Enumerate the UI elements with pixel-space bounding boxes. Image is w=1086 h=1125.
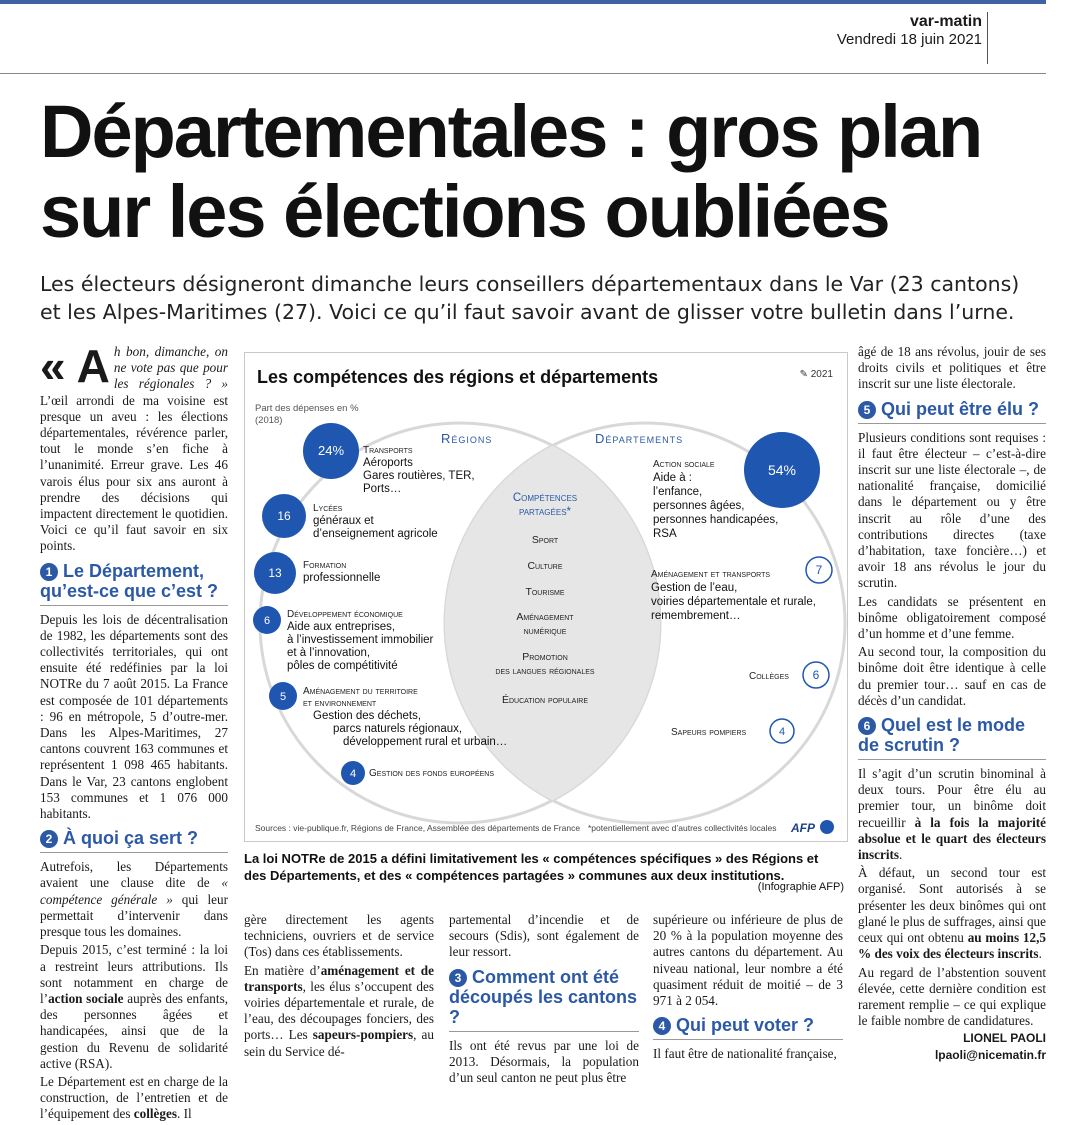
departement-item-title: Sapeurs pompiers <box>671 727 747 738</box>
shared-title-1: Compétences <box>512 492 578 504</box>
shared-title-2: partagées* <box>518 506 572 518</box>
section-5-title: Qui peut être élu ? <box>881 398 1040 419</box>
departement-item-line: voiries départementale et rurale, <box>651 596 816 608</box>
shared-competence-item: Aménagement <box>516 611 574 623</box>
afp-logo-icon <box>820 820 834 834</box>
departement-value: 54% <box>767 462 797 478</box>
region-item-line: Gares routières, TER, <box>363 470 475 482</box>
departement-item-line: Gestion de l’eau, <box>651 582 738 594</box>
column-4 <box>653 912 843 1064</box>
region-item-line: Ports… <box>363 483 402 495</box>
section-4-title: Qui peut voter ? <box>676 1015 815 1036</box>
section-2-title: À quoi ça sert ? <box>63 828 199 849</box>
region-item-title: et environnement <box>303 698 377 709</box>
region-value: 24% <box>317 443 345 458</box>
departement-item-line: RSA <box>653 528 677 540</box>
section-2-paragraph-6: partemental d’incendie et de secours (Sdis), sont également de leur ressort. <box>449 912 639 960</box>
section-1-heading <box>40 561 228 606</box>
shared-competence-item: Sport <box>531 534 559 546</box>
region-item-title: Transports <box>363 445 413 456</box>
section-2-paragraph-5: En matière d’aménagement et de transports, les élus s’occupent des voiries départementale et rurale, de l’eau, des découpages fonciers, des ports… Les sapeurs-pompiers, au sein du Service dé- <box>244 962 434 1059</box>
region-item-line: pôles de compétitivité <box>287 660 398 672</box>
headline-line-1: Départementales : gros plan <box>40 90 982 173</box>
departement-item-line: personnes âgées, <box>653 500 745 512</box>
headline <box>40 92 1050 252</box>
infographic-title: Les compétences des régions et départements <box>257 367 659 387</box>
legend-label: Part des dépenses en % <box>255 403 359 414</box>
column-2 <box>244 912 434 1062</box>
section-4-paragraph-1: Il faut être de nationalité française, <box>653 1046 837 1062</box>
section-5-paragraph-2: Les candidats se présentent en binôme obligatoirement composé d’un homme et d’une femme. <box>858 593 1046 642</box>
shared-competence-item: numérique <box>523 625 567 637</box>
author-email: lpaoli@nicematin.fr <box>934 1048 1046 1062</box>
section-1-number: 1 <box>40 563 58 581</box>
region-item-line: Aide aux entreprises, <box>287 621 396 633</box>
top-color-bar <box>0 0 1046 4</box>
shared-competence-item: Éducation populaire <box>501 694 589 706</box>
section-5-paragraph-3: Au second tour, la composition du binôme doit être identique à celle du premier tour… sauf en cas de décès d’un candidat. <box>858 644 1046 708</box>
infographic-caption: La loi NOTRe de 2015 a défini limitativement les « compétences spécifiques » des Régions et des Départements, et des « compétences partagées » communes aux deux institutions. <box>244 851 819 883</box>
section-5-heading <box>858 399 1046 424</box>
section-1-title: Le Département, qu’est-ce que c’est ? <box>40 560 219 601</box>
section-3-heading <box>449 967 639 1032</box>
section-5-paragraph-1: Plusieurs conditions sont requises : il faut être électeur – c’est-à-dire inscrit sur une liste électorale –, de nationalité française, domicilié dans le département ou y être inscrit au rôle d’une des contributions directes (taxe d’habitation, taxe foncière…) et avoir 18 ans révolus le jour du scrutin. <box>858 429 1046 591</box>
departement-item-title: Action sociale <box>653 459 715 470</box>
shared-competence-item: Promotion <box>522 651 568 663</box>
section-6-paragraph-3: Au regard de l’abstention souvent élevée, cette dernière condition est rarement remplie – ce qui explique le faible nombre de candidatures. <box>858 964 1046 1029</box>
section-2-paragraph-2: Depuis 2015, c’est terminé : la loi a restreint leurs attributions. Ils sont notamment en charge de l’action sociale auprès des enfants, des personnes âgées et handicapées, ainsi que de la gestion du Revenu de solidarité active (RSA). <box>40 942 228 1071</box>
section-2-paragraph-3: Le Département est en charge de la construction, de l’entretien et de l’équipement des collèges. Il <box>40 1073 228 1122</box>
newspaper-name: var-matin <box>909 13 982 30</box>
intro-paragraph <box>40 340 228 555</box>
region-item-title: Formation <box>303 560 347 571</box>
section-2-number: 2 <box>40 830 58 848</box>
region-item-line: généraux et <box>313 515 374 527</box>
column-3 <box>449 912 639 1088</box>
departement-item-line: remembrement… <box>651 610 741 622</box>
region-value: 6 <box>263 615 271 627</box>
region-value: 13 <box>268 566 282 580</box>
intro-quote: h bon, dimanche, on ne vote pas que pour les régionales ? » <box>113 344 228 392</box>
section-6-number: 6 <box>858 717 876 735</box>
departement-value: 4 <box>778 726 786 738</box>
region-item-title: Développement économique <box>287 609 403 620</box>
section-2-paragraph-4: gère directement les agents techniciens, ouvriers et de service (Tos) dans ces établissements. <box>244 912 434 960</box>
region-item-line: développement rural et urbain… <box>343 736 508 748</box>
region-item-line: Aéroports <box>363 457 413 469</box>
departement-item-line: personnes handicapées, <box>653 514 779 526</box>
afp-logo-text: AFP <box>791 821 815 835</box>
infographic-credit: (Infographie AFP) <box>757 881 844 893</box>
departement-item-title: Collèges <box>749 671 789 682</box>
section-5-number: 5 <box>858 401 876 419</box>
section-6-title: Quel est le mode de scrutin ? <box>858 715 1026 756</box>
infographic-year-badge: ✎ 2021 <box>799 369 833 380</box>
section-3-paragraph-1: Ils ont été revus par une loi de 2013. Désormais, la population d’un seul canton ne peut plus être <box>449 1037 639 1086</box>
section-3-number: 3 <box>449 969 467 987</box>
region-item-line: à l’investissement immobilier <box>287 634 434 646</box>
section-6-paragraph-1: Il s’agit d’un scrutin binominal à deux tours. Pour être élu au premier tour, un binôme doit recueillir à la fois la majorité absolue et le quart des électeurs inscrits. <box>858 766 1047 863</box>
section-2-heading <box>40 828 228 853</box>
departement-value: 7 <box>815 563 823 577</box>
shared-competence-item: Culture <box>527 560 563 572</box>
section-1-body: Depuis les lois de décentralisation de 1982, les départements sont des collectivités territoriales, qui ont ensuite été redéfinies par la loi NOTRe du 7 août 2015. La France est composée de 101 départements : 96 en métropole, 5 d’outre-mer. Dans les Alpes-Maritimes, 27 cantons couvrent 163 communes et représentent 1 098 465 habitants. Dans le Var, 23 cantons englobent 153 communes et 1 076 000 habitants. <box>40 611 228 822</box>
region-value: 5 <box>279 691 287 703</box>
shared-competence-item: des langues régionales <box>495 665 595 677</box>
region-item-line: professionnelle <box>303 572 381 584</box>
region-item-title: Gestion des fonds européens <box>369 768 495 779</box>
departement-value: 6 <box>812 668 820 682</box>
section-4-number: 4 <box>653 1017 671 1035</box>
venn-diagram <box>245 353 847 841</box>
section-4-heading <box>653 1015 843 1040</box>
section-3-paragraph-2: supérieure ou inférieure de plus de 20 % à la population moyenne des autres cantons du département. Au niveau national, leur nombre a été quasiment réduit de moitié – de 3 971 à 2 054. <box>653 912 843 1009</box>
infographic <box>244 352 848 842</box>
departement-item-title: Aménagement et transports <box>651 569 771 580</box>
legend-year: (2018) <box>255 415 283 426</box>
region-item-line: et à l’innovation, <box>287 647 371 659</box>
drop-cap: « A <box>40 340 110 392</box>
shared-competence-item: Tourisme <box>525 586 565 598</box>
region-item-line: d’enseignement agricole <box>313 528 438 540</box>
regions-label: Régions <box>441 431 493 446</box>
section-3-title: Comment ont été découpés les cantons ? <box>449 966 638 1027</box>
column-5 <box>858 344 1046 1031</box>
masthead-divider <box>987 12 988 64</box>
departement-item-line: Aide à : <box>653 472 692 484</box>
section-4-paragraph-2: âgé de 18 ans révolus, jouir de ses droits civils et politiques et être inscrit sur une liste électorale. <box>858 344 1046 392</box>
region-value: 16 <box>277 509 291 523</box>
publication-date: Vendredi 18 juin 2021 <box>836 31 982 49</box>
departements-label: Départements <box>595 431 684 446</box>
author-signature <box>935 1030 1046 1064</box>
region-item-line: Gestion des déchets, <box>313 710 422 722</box>
footnote: *potentiellement avec d’autres collectivités locales <box>588 823 777 833</box>
header-rule <box>0 73 1046 74</box>
sources: Sources : vie-publique.fr, Régions de France, Assemblée des départements de France <box>255 823 581 833</box>
headline-line-2: sur les élections oubliées <box>40 170 889 253</box>
section-6-heading <box>858 715 1046 760</box>
author-name: LIONEL PAOLI <box>963 1031 1046 1045</box>
section-2-paragraph-1: Autrefois, les Départements avaient une clause dite de « compétence générale » qui leur permettait d’intervenir dans presque tous les domaines. <box>40 859 229 940</box>
region-item-title: Aménagement du territoire <box>303 686 418 697</box>
departement-item-line: l’enfance, <box>653 486 703 498</box>
standfirst: Les électeurs désigneront dimanche leurs conseillers départementaux dans le Var (23 cantons) et les Alpes-Maritimes (27). Voici ce qu’il faut savoir avant de glisser votre bulletin dans l’urne. <box>40 272 1020 324</box>
region-item-title: Lycées <box>313 503 343 514</box>
masthead <box>837 12 982 49</box>
region-value: 4 <box>349 768 357 780</box>
column-1 <box>40 340 229 1125</box>
region-item-line: parcs naturels régionaux, <box>333 723 463 735</box>
intro-text: L’œil arrondi de ma voisine est presque un aveu : les élections départementales, révérence parler, tout le monde s’en fiche à l’unanimité. Erreur grave. Les 46 varois élus pour six ans auront à prendre des décisions qui impactent directement le quotidien. Voici ce qu’il faut savoir en six points. <box>40 392 228 554</box>
section-6-paragraph-2: À défaut, un second tour est organisé. Sont autorisés à se présenter les deux binômes qui ont glané le plus de suffrages, ainsi que ceux qui ont obtenu au moins 12,5 % des voix des électeurs inscrits. <box>858 865 1046 962</box>
